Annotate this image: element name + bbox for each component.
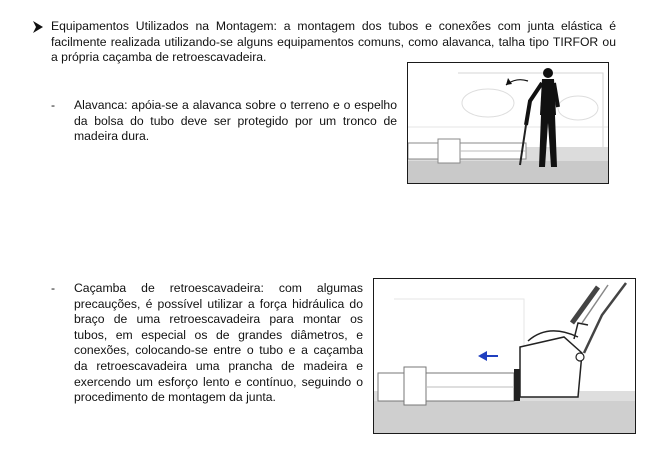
backhoe-bucket-pushing-pipe-illustration <box>373 278 636 434</box>
list-dash: - <box>51 281 56 295</box>
worker-with-lever-illustration <box>407 62 609 184</box>
arrowhead-bullet-icon <box>32 20 44 34</box>
intro-paragraph: Equipamentos Utilizados na Montagem: a montagem dos tubos e conexões com junta elástica é facilmente realizada utilizando-se alguns equipamentos comuns, como alavanca, talha tipo TIRFOR ou a própria caçamba de retroescavadeira. <box>51 19 616 65</box>
list-dash: - <box>51 98 56 112</box>
backhoe-paragraph: Caçamba de retroescavadeira: com algumas precauções, é possível utilizar a força hidráulica do braço de uma retroescavadeira para montar os tubos, em especial os de grandes diâmetros, e conexões, colocando-se entre o tubo e a caçamba da retroescavadeira uma prancha de madeira e exercendo um esforço lento e contínuo, seguindo o procedimento de montagem da junta. <box>74 281 363 405</box>
lever-paragraph: Alavanca: apóia-se a alavanca sobre o terreno e o espelho da bolsa do tubo deve ser protegido por um tronco de madeira dura. <box>74 98 397 144</box>
